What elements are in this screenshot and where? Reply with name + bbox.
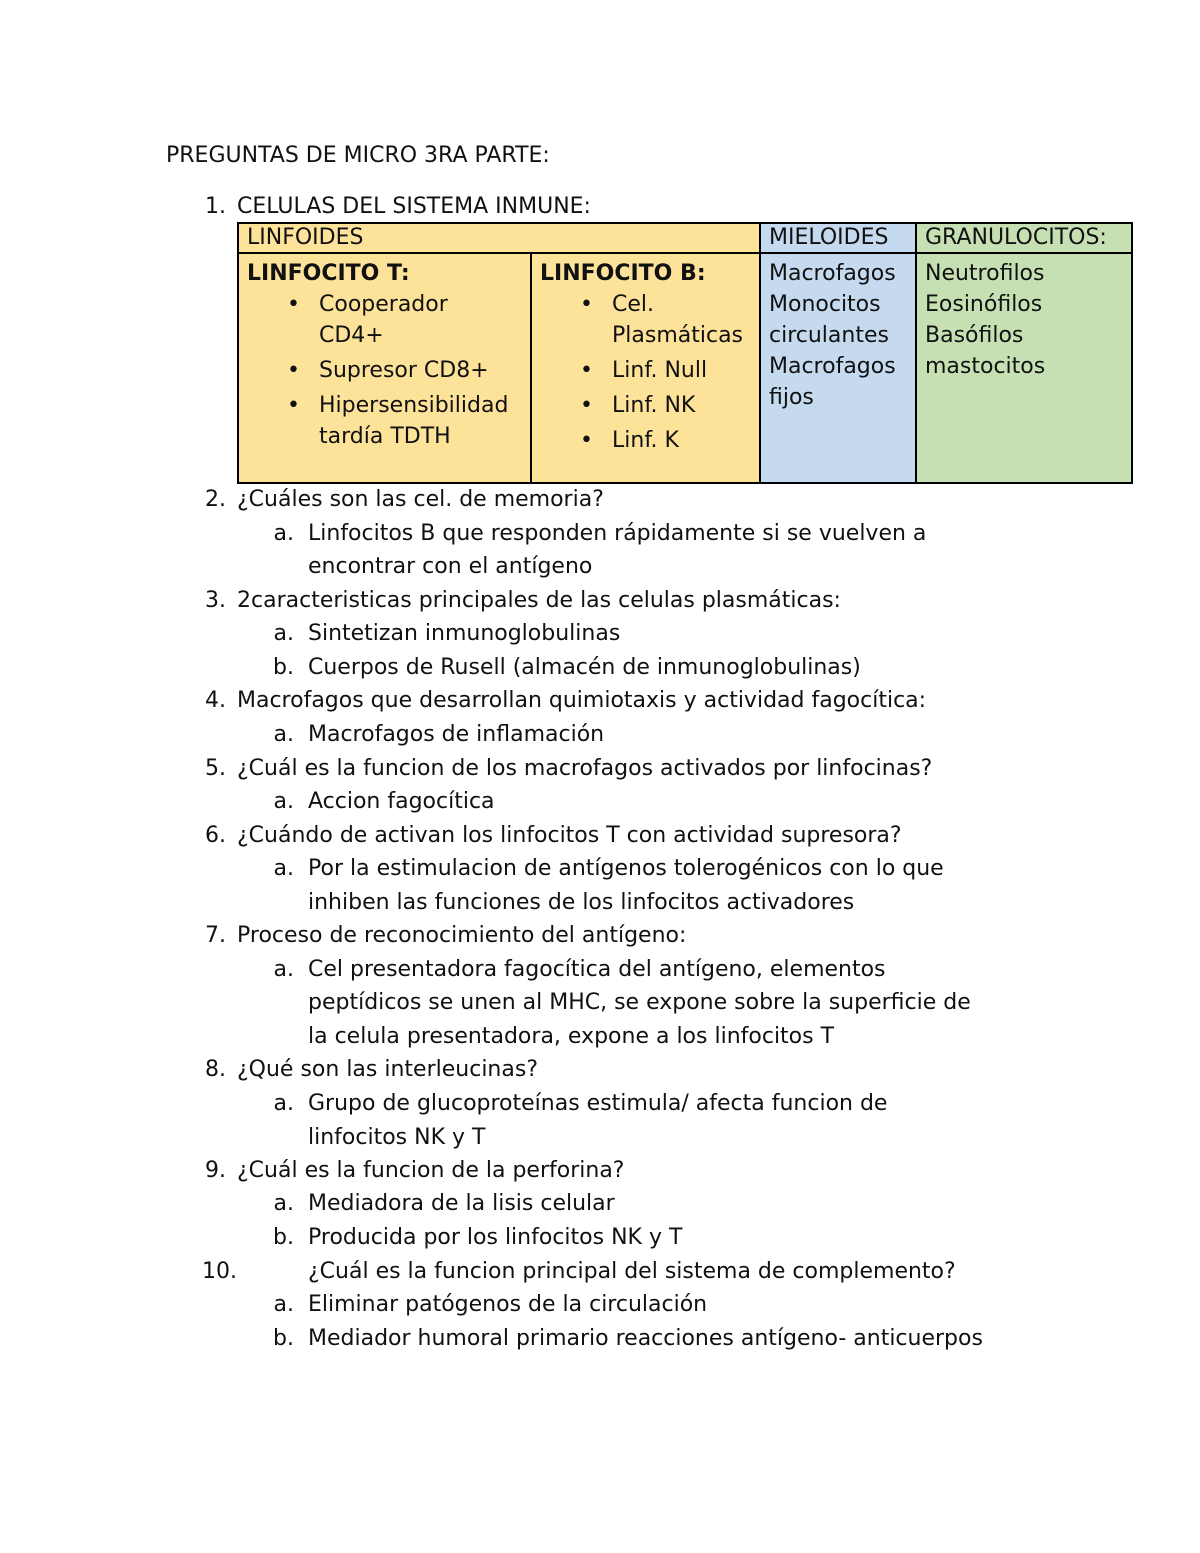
- linfocito-t-list: [247, 289, 522, 452]
- question-text: Macrofagos que desarrollan quimiotaxis y actividad fagocítica:: [237, 688, 927, 713]
- answer-label: a.: [273, 521, 294, 546]
- granulocitos-line: Neutrofilos: [925, 261, 1045, 286]
- answer-text: Grupo de glucoproteínas estimula/ afecta funcion de: [308, 1091, 888, 1116]
- cell-granulocitos: [916, 253, 1132, 483]
- list-item: • Cel. Plasmáticas: [540, 289, 751, 351]
- cell-linfocito-t: [238, 253, 531, 483]
- answer-text: Accion fagocítica: [308, 789, 495, 814]
- question-number: 6.: [205, 823, 226, 848]
- answer-text: Mediadora de la lisis celular: [308, 1191, 615, 1216]
- cell-linfocito-b: [531, 253, 760, 483]
- list-item: • Linf. NK: [540, 390, 751, 421]
- question-text: ¿Cuáles son las cel. de memoria?: [237, 487, 604, 512]
- list-item: • Supresor CD8+: [247, 355, 522, 386]
- question-number: 3.: [205, 588, 226, 613]
- list-item: • Hipersensibilidad tardía TDTH: [247, 390, 522, 452]
- answer-label: a.: [273, 957, 294, 982]
- question-text: ¿Cuál es la funcion principal del sistema de complemento?: [308, 1259, 956, 1284]
- answer-text: Cel presentadora fagocítica del antígeno, elementos: [308, 957, 886, 982]
- answer-text: Sintetizan inmunoglobulinas: [308, 621, 621, 646]
- question-text: 2caracteristicas principales de las celulas plasmáticas:: [237, 588, 841, 613]
- immune-cells-table: [237, 222, 1133, 484]
- answer-label: a.: [273, 1292, 294, 1317]
- mieloides-line: Monocitos: [769, 292, 881, 317]
- granulocitos-line: Basófilos: [925, 323, 1024, 348]
- list-item: • Linf. Null: [540, 355, 751, 386]
- answer-label: a.: [273, 1091, 294, 1116]
- question-number: 1.: [205, 194, 226, 219]
- answer-label: a.: [273, 722, 294, 747]
- answer-text: Por la estimulacion de antígenos tolerogénicos con lo que: [308, 856, 944, 881]
- question-number: 9.: [205, 1158, 226, 1183]
- mieloides-line: Macrofagos: [769, 261, 896, 286]
- linfocito-t-title: LINFOCITO T:: [247, 261, 410, 286]
- answer-label: a.: [273, 856, 294, 881]
- question-text: ¿Cuándo de activan los linfocitos T con actividad supresora?: [237, 823, 902, 848]
- header-granulocitos: GRANULOCITOS:: [916, 223, 1132, 253]
- mieloides-line: fijos: [769, 385, 814, 410]
- question-text: Proceso de reconocimiento del antígeno:: [237, 923, 687, 948]
- header-linfoides: LINFOIDES: [238, 223, 760, 253]
- question-number: 10.: [202, 1259, 237, 1284]
- answer-label: b.: [273, 655, 294, 680]
- list-item: • Linf. K: [540, 425, 751, 456]
- answer-text: la celula presentadora, expone a los linfocitos T: [308, 1024, 835, 1049]
- answer-text: Producida por los linfocitos NK y T: [308, 1225, 683, 1250]
- question-number: 2.: [205, 487, 226, 512]
- question-text: CELULAS DEL SISTEMA INMUNE:: [237, 194, 591, 219]
- question-number: 8.: [205, 1057, 226, 1082]
- answer-label: a.: [273, 789, 294, 814]
- question-text: ¿Cuál es la funcion de los macrofagos activados por linfocinas?: [237, 756, 933, 781]
- linfocito-b-list: [540, 289, 751, 456]
- question-number: 5.: [205, 756, 226, 781]
- answer-text: Cuerpos de Rusell (almacén de inmunoglobulinas): [308, 655, 861, 680]
- question-number: 4.: [205, 688, 226, 713]
- answer-text: peptídicos se unen al MHC, se expone sobre la superficie de: [308, 990, 971, 1015]
- mieloides-line: Macrofagos: [769, 354, 896, 379]
- question-text: ¿Qué son las interleucinas?: [237, 1057, 538, 1082]
- answer-text: inhiben las funciones de los linfocitos activadores: [308, 890, 855, 915]
- header-mieloides: MIELOIDES: [760, 223, 916, 253]
- list-item: • Cooperador CD4+: [247, 289, 522, 351]
- granulocitos-line: mastocitos: [925, 354, 1046, 379]
- question-number: 7.: [205, 923, 226, 948]
- answer-label: a.: [273, 621, 294, 646]
- answer-text: encontrar con el antígeno: [308, 554, 593, 579]
- answer-text: Macrofagos de inflamación: [308, 722, 605, 747]
- answer-label: b.: [273, 1326, 294, 1351]
- answer-text: Eliminar patógenos de la circulación: [308, 1292, 708, 1317]
- answer-text: linfocitos NK y T: [308, 1125, 486, 1150]
- answer-text: Linfocitos B que responden rápidamente si se vuelven a: [308, 521, 927, 546]
- linfocito-b-title: LINFOCITO B:: [540, 261, 706, 286]
- answer-label: a.: [273, 1191, 294, 1216]
- answer-label: b.: [273, 1225, 294, 1250]
- document-title: PREGUNTAS DE MICRO 3RA PARTE:: [166, 143, 550, 168]
- mieloides-line: circulantes: [769, 323, 889, 348]
- answer-text: Mediador humoral primario reacciones antígeno- anticuerpos: [308, 1326, 983, 1351]
- granulocitos-line: Eosinófilos: [925, 292, 1043, 317]
- question-text: ¿Cuál es la funcion de la perforina?: [237, 1158, 625, 1183]
- cell-mieloides: [760, 253, 916, 483]
